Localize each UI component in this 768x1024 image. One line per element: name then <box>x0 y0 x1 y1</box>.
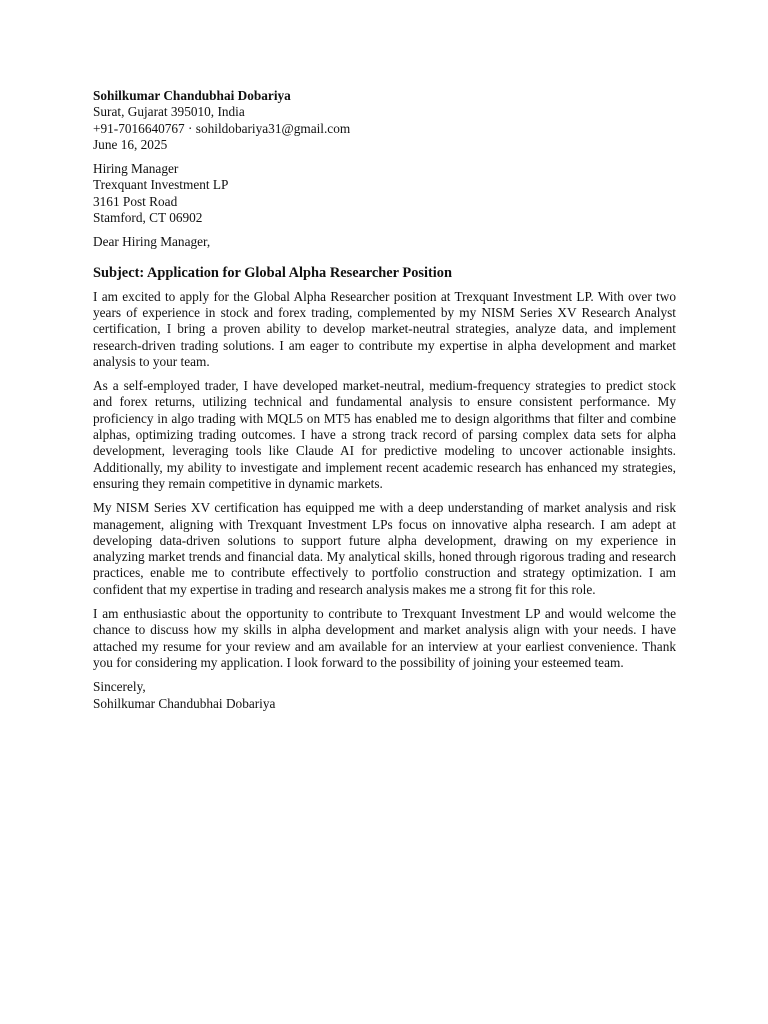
recipient-block <box>93 161 676 226</box>
recipient-street: 3161 Post Road <box>93 193 178 209</box>
signature-name: Sohilkumar Chandubhai Dobariya <box>93 695 276 711</box>
recipient-city: Stamford, CT 06902 <box>93 210 203 226</box>
recipient-title: Hiring Manager <box>93 161 179 177</box>
salutation: Dear Hiring Manager, <box>93 234 211 250</box>
letter-content <box>93 88 676 712</box>
spacer <box>93 226 676 234</box>
spacer <box>93 153 676 161</box>
sender-block <box>93 88 676 153</box>
letter-date: June 16, 2025 <box>93 136 168 152</box>
closing-block <box>93 679 676 712</box>
sender-contact: +91-7016640767 · sohildobariya31@gmail.com <box>93 120 351 136</box>
valediction: Sincerely, <box>93 679 146 695</box>
subject-line: Subject: Application for Global Alpha Researcher Position <box>93 264 452 281</box>
body-paragraph-2: As a self-employed trader, I have developed market-neutral, medium-frequency strategies to predict stock and forex returns, utilizing technical and fundamental analysis to ensure consistent performance. My proficiency in algo trading with MQL5 on MT5 has enabled me to design algorithms that filter and combine alphas, optimizing trading outcomes. I have a strong track record of parsing complex data sets for alpha development, leveraging tools like Claude AI for predictive modeling to uncover actionable insights. Additionally, my ability to investigate and implement recent academic research has enhanced my strategies, ensuring they remain competitive in dynamic markets. <box>93 378 676 491</box>
body-paragraph-3: My NISM Series XV certification has equipped me with a deep understanding of market analysis and risk management, aligning with Trexquant Investment LPs focus on innovative alpha research. I am adept at developing data-driven solutions to support future alpha development, drawing on my experience in analyzing market trends and financial data. My analytical skills, honed through rigorous trading and research practices, enable me to contribute effectively to portfolio construction and strategy optimization. I am confident that my expertise in trading and research analysis makes me a strong fit for this role. <box>93 500 676 597</box>
sender-address: Surat, Gujarat 395010, India <box>93 104 245 120</box>
sender-name: Sohilkumar Chandubhai Dobariya <box>93 88 291 103</box>
body-paragraph-4: I am enthusiastic about the opportunity to contribute to Trexquant Investment LP and would welcome the chance to discuss how my skills in alpha development and market analysis align with your needs. I have attached my resume for your review and am available for an interview at your earliest convenience. Thank you for considering my application. I look forward to the possibility of joining your esteemed team. <box>93 606 676 670</box>
body-paragraph-1: I am excited to apply for the Global Alpha Researcher position at Trexquant Investment LP. With over two years of experience in stock and forex trading, complemented by my NISM Series XV Research Analyst certification, I bring a proven ability to develop market-neutral strategies, analyze data, and implement research-driven trading solutions. I am eager to contribute my expertise in alpha development and market analysis to your team. <box>93 288 676 369</box>
recipient-company: Trexquant Investment LP <box>93 177 229 193</box>
